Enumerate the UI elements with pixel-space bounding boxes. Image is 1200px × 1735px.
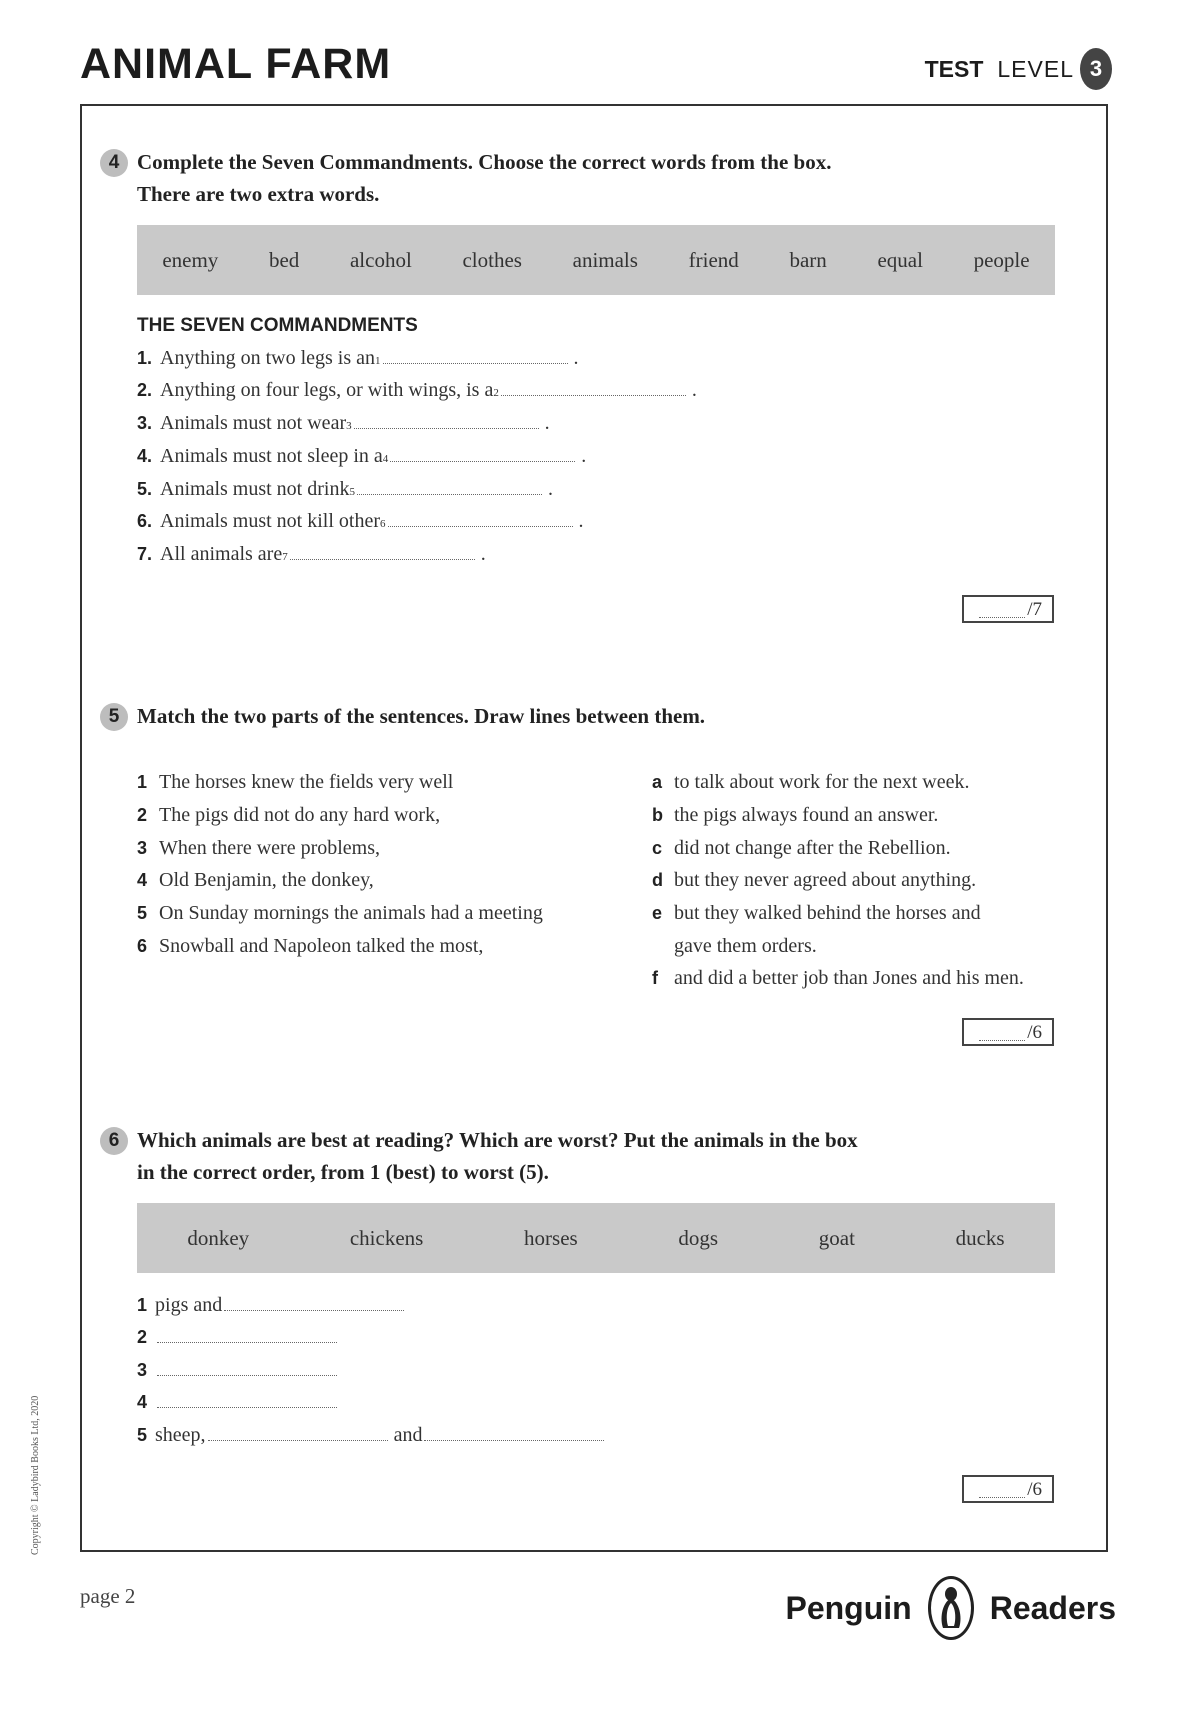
commandment-6: 6. Animals must not kill other 6 . [137, 510, 584, 532]
commandment-4: 4. Animals must not sleep in a 4 . [137, 445, 587, 467]
word-chickens: chickens [349, 1225, 424, 1250]
section-4-instruction-line2: There are two extra words. [137, 182, 380, 206]
ranking-1: 1 pigs and [137, 1294, 410, 1317]
match-right-c: c did not change after the Rebellion. [652, 837, 951, 859]
word-friend: friend [688, 247, 739, 272]
word-people: people [973, 247, 1030, 272]
score-blank [979, 1040, 1025, 1041]
match-left-5: 5 On Sunday mornings the animals had a meeting [137, 902, 543, 924]
commandment-1: 1. Anything on two legs is an 1 . [137, 347, 579, 369]
score-blank [979, 1497, 1025, 1498]
match-right-f: f and did a better job than Jones and his men. [652, 967, 1024, 989]
word-ducks: ducks [955, 1225, 1005, 1250]
brand-penguin: Penguin [785, 1589, 912, 1626]
match-right-e-continued: gave them orders. [674, 935, 817, 957]
word-horses: horses [524, 1225, 578, 1250]
answer-blank-1[interactable] [383, 347, 568, 364]
brand-readers: Readers [989, 1589, 1116, 1626]
word-donkey: donkey [187, 1225, 250, 1250]
section-5-number: 5 [100, 703, 128, 731]
word-animals: animals [572, 247, 638, 272]
ranking-3: 3 [137, 1359, 343, 1381]
section-4-instruction [137, 146, 831, 210]
match-right-d: d but they never agreed about anything. [652, 869, 977, 891]
word-bed: bed [268, 247, 300, 272]
section-6-instruction-line2: in the correct order, from 1 (best) to worst (5). [137, 1160, 549, 1184]
word-alcohol: alcohol [349, 247, 412, 272]
word-dogs: dogs [678, 1225, 719, 1250]
match-left-3: 3 When there were problems, [137, 837, 381, 859]
section-5-instruction: Match the two parts of the sentences. Draw lines between them. [137, 704, 706, 728]
penguin-readers-logo [785, 1576, 1116, 1640]
commandments-heading: THE SEVEN COMMANDMENTS [137, 315, 418, 336]
section-6-score-box[interactable]: /6 [962, 1475, 1054, 1503]
commandment-2: 2. Anything on four legs, or with wings, is a 2 . [137, 379, 697, 401]
page-title: ANIMAL FARM [80, 40, 392, 88]
answer-blank-4[interactable] [390, 445, 575, 462]
match-right-a: a to talk about work for the next week. [652, 771, 970, 793]
match-left-2: 2 The pigs did not do any hard work, [137, 804, 441, 826]
match-left-4: 4 Old Benjamin, the donkey, [137, 869, 374, 891]
copyright-notice: Copyright © Ladybird Books Ltd, 2020 [30, 1395, 41, 1555]
score-blank [979, 617, 1025, 618]
commandment-5: 5. Animals must not drink 5 . [137, 478, 553, 500]
ranking-blank-5b[interactable] [424, 1424, 604, 1441]
match-left-6: 6 Snowball and Napoleon talked the most, [137, 935, 484, 957]
section-6-number: 6 [100, 1127, 128, 1155]
section-4-instruction-line1: Complete the Seven Commandments. Choose the correct words from the box. [137, 150, 832, 174]
match-right-b: b the pigs always found an answer. [652, 804, 939, 826]
ranking-blank-4[interactable] [157, 1391, 337, 1408]
ranking-blank-1[interactable] [224, 1294, 404, 1311]
section-4-number: 4 [100, 149, 128, 177]
level-number-badge: 3 [1080, 48, 1112, 90]
answer-blank-7[interactable] [290, 543, 475, 560]
ranking-blank-2[interactable] [157, 1326, 337, 1343]
ranking-4: 4 [137, 1391, 343, 1413]
section-4-word-box [137, 225, 1055, 295]
commandment-7: 7. All animals are 7 . [137, 543, 486, 565]
page-number: page 2 [80, 1584, 136, 1608]
match-left-1: 1 The horses knew the fields very well [137, 771, 454, 793]
test-label: TEST [924, 55, 984, 82]
ranking-5: 5 sheep, and [137, 1424, 610, 1447]
word-enemy: enemy [162, 247, 219, 272]
word-barn: barn [789, 247, 827, 272]
match-right-e: e but they walked behind the horses and [652, 902, 981, 924]
penguin-icon [928, 1576, 974, 1640]
ranking-blank-5a[interactable] [208, 1424, 388, 1441]
section-5-score-box[interactable]: /6 [962, 1018, 1054, 1046]
answer-blank-6[interactable] [388, 510, 573, 527]
section-6-word-box [137, 1203, 1055, 1273]
ranking-blank-3[interactable] [157, 1359, 337, 1376]
section-6-instruction [137, 1124, 858, 1188]
ranking-2: 2 [137, 1326, 343, 1348]
word-equal: equal [877, 247, 923, 272]
answer-blank-3[interactable] [354, 412, 539, 429]
answer-blank-5[interactable] [357, 478, 542, 495]
test-level-label [925, 48, 1112, 90]
section-4-score-box[interactable]: /7 [962, 595, 1054, 623]
word-clothes: clothes [462, 247, 522, 272]
level-label: LEVEL [997, 55, 1074, 82]
word-goat: goat [818, 1225, 855, 1250]
commandment-3: 3. Animals must not wear 3 . [137, 412, 550, 434]
answer-blank-2[interactable] [501, 379, 686, 396]
section-6-instruction-line1: Which animals are best at reading? Which are worst? Put the animals in the box [137, 1128, 858, 1152]
